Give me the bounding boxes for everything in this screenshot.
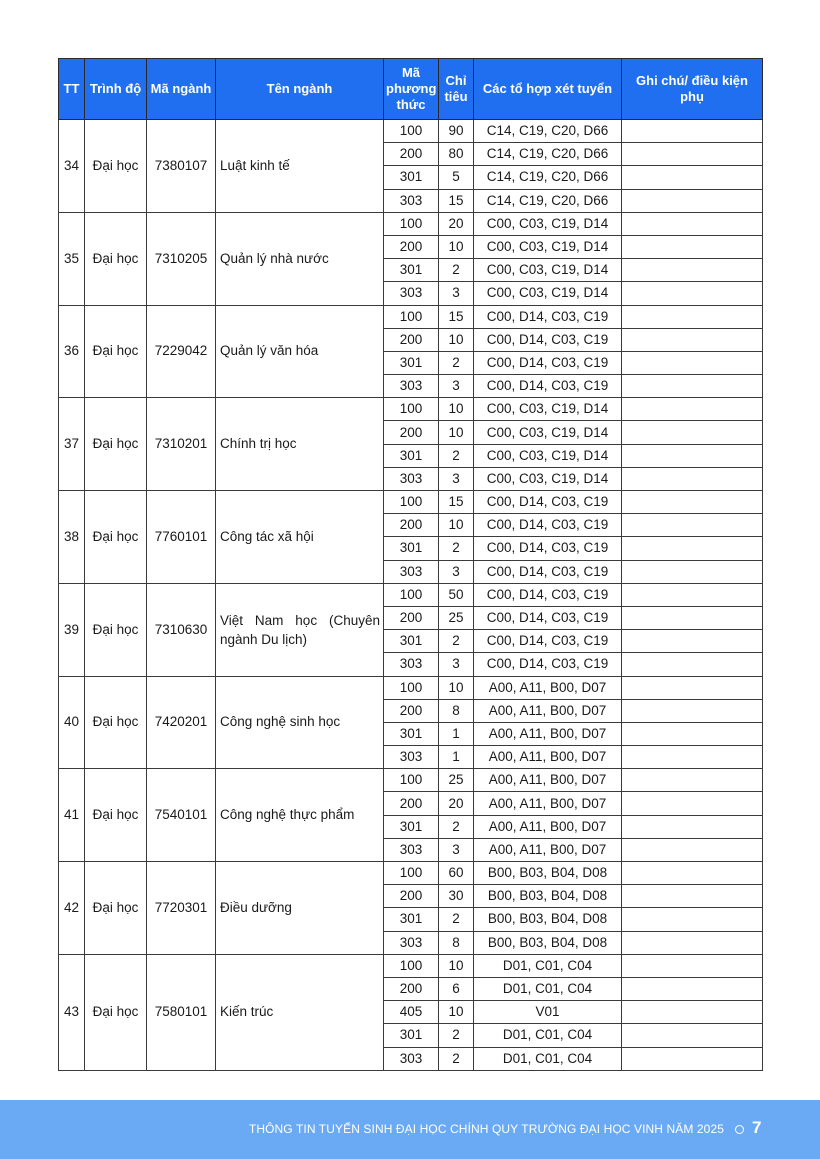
table-row — [59, 120, 763, 143]
cell-method: 301 — [384, 908, 439, 931]
cell-method: 200 — [384, 977, 439, 1000]
cell-method: 301 — [384, 444, 439, 467]
cell-combos: C00, D14, C03, C19 — [474, 583, 622, 606]
cell-note — [622, 398, 763, 421]
cell-combos: C00, D14, C03, C19 — [474, 630, 622, 653]
cell-note — [622, 676, 763, 699]
cell-combos: C14, C19, C20, D66 — [474, 166, 622, 189]
cell-quota: 2 — [439, 1047, 474, 1070]
cell-combos: C00, C03, C19, D14 — [474, 421, 622, 444]
cell-code: 7229042 — [147, 305, 216, 398]
cell-method: 303 — [384, 1047, 439, 1070]
cell-note — [622, 560, 763, 583]
cell-combos: C00, C03, C19, D14 — [474, 467, 622, 490]
cell-method: 303 — [384, 746, 439, 769]
admission-table — [58, 58, 763, 1071]
cell-method: 303 — [384, 931, 439, 954]
cell-quota: 2 — [439, 259, 474, 282]
header-ghi-chu: Ghi chú/ điều kiện phụ — [622, 59, 763, 120]
cell-quota: 15 — [439, 491, 474, 514]
cell-level: Đại học — [85, 954, 147, 1070]
cell-note — [622, 885, 763, 908]
header-trinh-do: Trình độ — [85, 59, 147, 120]
cell-combos: A00, A11, B00, D07 — [474, 722, 622, 745]
cell-quota: 10 — [439, 954, 474, 977]
cell-quota: 10 — [439, 421, 474, 444]
table-row — [59, 954, 763, 977]
cell-method: 100 — [384, 212, 439, 235]
cell-combos: A00, A11, B00, D07 — [474, 815, 622, 838]
cell-combos: C14, C19, C20, D66 — [474, 120, 622, 143]
cell-quota: 1 — [439, 746, 474, 769]
cell-note — [622, 444, 763, 467]
cell-note — [622, 1024, 763, 1047]
cell-combos: D01, C01, C04 — [474, 1024, 622, 1047]
cell-quota: 2 — [439, 444, 474, 467]
cell-code: 7720301 — [147, 862, 216, 955]
header-ten-nganh: Tên ngành — [216, 59, 384, 120]
footer-circle-icon — [735, 1125, 744, 1134]
cell-quota: 3 — [439, 375, 474, 398]
cell-note — [622, 908, 763, 931]
cell-method: 301 — [384, 259, 439, 282]
cell-combos: C14, C19, C20, D66 — [474, 189, 622, 212]
cell-combos: D01, C01, C04 — [474, 1047, 622, 1070]
cell-quota: 2 — [439, 351, 474, 374]
cell-quota: 3 — [439, 560, 474, 583]
cell-method: 100 — [384, 491, 439, 514]
cell-note — [622, 1047, 763, 1070]
cell-method: 100 — [384, 120, 439, 143]
table-row — [59, 862, 763, 885]
cell-program-name: Công tác xã hội — [216, 491, 384, 584]
cell-tt: 42 — [59, 862, 85, 955]
cell-quota: 25 — [439, 769, 474, 792]
cell-quota: 8 — [439, 931, 474, 954]
cell-quota: 10 — [439, 1001, 474, 1024]
cell-level: Đại học — [85, 398, 147, 491]
cell-combos: A00, A11, B00, D07 — [474, 838, 622, 861]
cell-combos: A00, A11, B00, D07 — [474, 676, 622, 699]
cell-note — [622, 815, 763, 838]
cell-quota: 2 — [439, 630, 474, 653]
cell-note — [622, 1001, 763, 1024]
cell-level: Đại học — [85, 212, 147, 305]
cell-note — [622, 722, 763, 745]
cell-code: 7380107 — [147, 120, 216, 213]
cell-quota: 3 — [439, 653, 474, 676]
cell-program-name: Việt Nam học (Chuyên ngành Du lịch) — [216, 583, 384, 676]
cell-combos: C00, D14, C03, C19 — [474, 606, 622, 629]
cell-quota: 5 — [439, 166, 474, 189]
header-chi-tieu: Chỉ tiêu — [439, 59, 474, 120]
cell-quota: 10 — [439, 398, 474, 421]
cell-note — [622, 421, 763, 444]
cell-code: 7760101 — [147, 491, 216, 584]
cell-method: 303 — [384, 189, 439, 212]
cell-quota: 20 — [439, 212, 474, 235]
header-ma-nganh: Mã ngành — [147, 59, 216, 120]
cell-note — [622, 235, 763, 258]
cell-note — [622, 375, 763, 398]
cell-note — [622, 583, 763, 606]
cell-method: 100 — [384, 769, 439, 792]
cell-note — [622, 189, 763, 212]
footer-title: THÔNG TIN TUYỂN SINH ĐẠI HỌC CHÍNH QUY TRƯỜNG ĐẠI HỌC VINH NĂM 2025 — [248, 1122, 724, 1136]
cell-combos: C00, D14, C03, C19 — [474, 514, 622, 537]
cell-combos: C00, D14, C03, C19 — [474, 653, 622, 676]
cell-note — [622, 328, 763, 351]
cell-quota: 60 — [439, 862, 474, 885]
cell-note — [622, 212, 763, 235]
cell-quota: 80 — [439, 143, 474, 166]
cell-quota: 8 — [439, 699, 474, 722]
cell-note — [622, 537, 763, 560]
cell-tt: 40 — [59, 676, 85, 769]
cell-quota: 20 — [439, 792, 474, 815]
cell-code: 7580101 — [147, 954, 216, 1070]
cell-quota: 2 — [439, 908, 474, 931]
cell-quota: 1 — [439, 722, 474, 745]
cell-method: 301 — [384, 537, 439, 560]
table-row — [59, 491, 763, 514]
cell-method: 200 — [384, 235, 439, 258]
table-row — [59, 212, 763, 235]
cell-quota: 10 — [439, 514, 474, 537]
cell-note — [622, 838, 763, 861]
cell-code: 7540101 — [147, 769, 216, 862]
cell-level: Đại học — [85, 583, 147, 676]
cell-note — [622, 282, 763, 305]
cell-quota: 25 — [439, 606, 474, 629]
table-row — [59, 676, 763, 699]
cell-tt: 34 — [59, 120, 85, 213]
cell-note — [622, 630, 763, 653]
cell-combos: B00, B03, B04, D08 — [474, 931, 622, 954]
cell-quota: 15 — [439, 305, 474, 328]
cell-method: 200 — [384, 143, 439, 166]
header-ma-phuong-thuc: Mã phương thức — [384, 59, 439, 120]
cell-tt: 43 — [59, 954, 85, 1070]
cell-combos: B00, B03, B04, D08 — [474, 908, 622, 931]
cell-combos: D01, C01, C04 — [474, 977, 622, 1000]
cell-combos: B00, B03, B04, D08 — [474, 885, 622, 908]
cell-note — [622, 977, 763, 1000]
cell-quota: 10 — [439, 235, 474, 258]
table-row — [59, 305, 763, 328]
cell-quota: 3 — [439, 282, 474, 305]
cell-tt: 39 — [59, 583, 85, 676]
cell-note — [622, 931, 763, 954]
table-row — [59, 769, 763, 792]
cell-combos: C00, D14, C03, C19 — [474, 375, 622, 398]
cell-level: Đại học — [85, 862, 147, 955]
cell-level: Đại học — [85, 120, 147, 213]
cell-quota: 15 — [439, 189, 474, 212]
cell-method: 200 — [384, 514, 439, 537]
cell-method: 200 — [384, 699, 439, 722]
cell-code: 7310630 — [147, 583, 216, 676]
cell-combos: A00, A11, B00, D07 — [474, 699, 622, 722]
cell-method: 100 — [384, 305, 439, 328]
cell-quota: 30 — [439, 885, 474, 908]
cell-method: 301 — [384, 1024, 439, 1047]
cell-level: Đại học — [85, 305, 147, 398]
cell-method: 100 — [384, 583, 439, 606]
cell-quota: 10 — [439, 328, 474, 351]
cell-note — [622, 120, 763, 143]
cell-quota: 2 — [439, 815, 474, 838]
cell-combos: C00, C03, C19, D14 — [474, 398, 622, 421]
cell-quota: 3 — [439, 467, 474, 490]
cell-method: 200 — [384, 421, 439, 444]
header-to-hop: Các tổ hợp xét tuyển — [474, 59, 622, 120]
cell-method: 100 — [384, 862, 439, 885]
cell-code: 7310205 — [147, 212, 216, 305]
cell-tt: 41 — [59, 769, 85, 862]
cell-method: 200 — [384, 792, 439, 815]
cell-program-name: Điều dưỡng — [216, 862, 384, 955]
cell-method: 303 — [384, 653, 439, 676]
cell-code: 7310201 — [147, 398, 216, 491]
cell-quota: 90 — [439, 120, 474, 143]
cell-combos: C00, C03, C19, D14 — [474, 235, 622, 258]
cell-combos: C00, C03, C19, D14 — [474, 282, 622, 305]
cell-note — [622, 143, 763, 166]
cell-method: 200 — [384, 885, 439, 908]
cell-program-name: Chính trị học — [216, 398, 384, 491]
page-number: 7 — [752, 1118, 762, 1137]
cell-level: Đại học — [85, 491, 147, 584]
cell-note — [622, 467, 763, 490]
cell-method: 200 — [384, 606, 439, 629]
cell-program-name: Quản lý nhà nước — [216, 212, 384, 305]
cell-method: 301 — [384, 722, 439, 745]
cell-combos: C00, D14, C03, C19 — [474, 537, 622, 560]
cell-combos: A00, A11, B00, D07 — [474, 769, 622, 792]
cell-note — [622, 351, 763, 374]
cell-note — [622, 166, 763, 189]
cell-combos: V01 — [474, 1001, 622, 1024]
cell-method: 100 — [384, 676, 439, 699]
cell-method: 405 — [384, 1001, 439, 1024]
cell-combos: B00, B03, B04, D08 — [474, 862, 622, 885]
cell-method: 303 — [384, 560, 439, 583]
cell-quota: 2 — [439, 1024, 474, 1047]
cell-note — [622, 305, 763, 328]
cell-method: 301 — [384, 815, 439, 838]
cell-combos: C00, D14, C03, C19 — [474, 560, 622, 583]
cell-combos: A00, A11, B00, D07 — [474, 792, 622, 815]
cell-combos: C00, D14, C03, C19 — [474, 491, 622, 514]
cell-level: Đại học — [85, 769, 147, 862]
cell-method: 200 — [384, 328, 439, 351]
table-header-row — [59, 59, 763, 120]
cell-program-name: Luật kinh tế — [216, 120, 384, 213]
cell-program-name: Kiến trúc — [216, 954, 384, 1070]
header-tt: TT — [59, 59, 85, 120]
cell-quota: 10 — [439, 676, 474, 699]
cell-combos: C00, D14, C03, C19 — [474, 305, 622, 328]
cell-quota: 2 — [439, 537, 474, 560]
cell-note — [622, 606, 763, 629]
cell-tt: 37 — [59, 398, 85, 491]
cell-method: 100 — [384, 954, 439, 977]
table-row — [59, 398, 763, 421]
cell-method: 303 — [384, 282, 439, 305]
cell-program-name: Quản lý văn hóa — [216, 305, 384, 398]
cell-quota: 50 — [439, 583, 474, 606]
cell-note — [622, 491, 763, 514]
cell-combos: C00, C03, C19, D14 — [474, 444, 622, 467]
cell-combos: A00, A11, B00, D07 — [474, 746, 622, 769]
cell-method: 303 — [384, 467, 439, 490]
cell-combos: D01, C01, C04 — [474, 954, 622, 977]
cell-tt: 38 — [59, 491, 85, 584]
cell-level: Đại học — [85, 676, 147, 769]
cell-note — [622, 792, 763, 815]
cell-note — [622, 954, 763, 977]
cell-note — [622, 769, 763, 792]
cell-note — [622, 653, 763, 676]
cell-note — [622, 514, 763, 537]
cell-combos: C14, C19, C20, D66 — [474, 143, 622, 166]
cell-tt: 35 — [59, 212, 85, 305]
cell-program-name: Công nghệ thực phẩm — [216, 769, 384, 862]
cell-note — [622, 699, 763, 722]
cell-method: 301 — [384, 166, 439, 189]
cell-quota: 6 — [439, 977, 474, 1000]
cell-code: 7420201 — [147, 676, 216, 769]
cell-combos: C00, D14, C03, C19 — [474, 328, 622, 351]
cell-quota: 3 — [439, 838, 474, 861]
cell-combos: C00, C03, C19, D14 — [474, 212, 622, 235]
cell-method: 303 — [384, 375, 439, 398]
table-body — [59, 120, 763, 1071]
table-row — [59, 583, 763, 606]
cell-note — [622, 259, 763, 282]
cell-method: 301 — [384, 351, 439, 374]
cell-method: 100 — [384, 398, 439, 421]
cell-combos: C00, C03, C19, D14 — [474, 259, 622, 282]
cell-method: 303 — [384, 838, 439, 861]
cell-program-name: Công nghệ sinh học — [216, 676, 384, 769]
cell-combos: C00, D14, C03, C19 — [474, 351, 622, 374]
cell-note — [622, 862, 763, 885]
cell-note — [622, 746, 763, 769]
cell-tt: 36 — [59, 305, 85, 398]
cell-method: 301 — [384, 630, 439, 653]
